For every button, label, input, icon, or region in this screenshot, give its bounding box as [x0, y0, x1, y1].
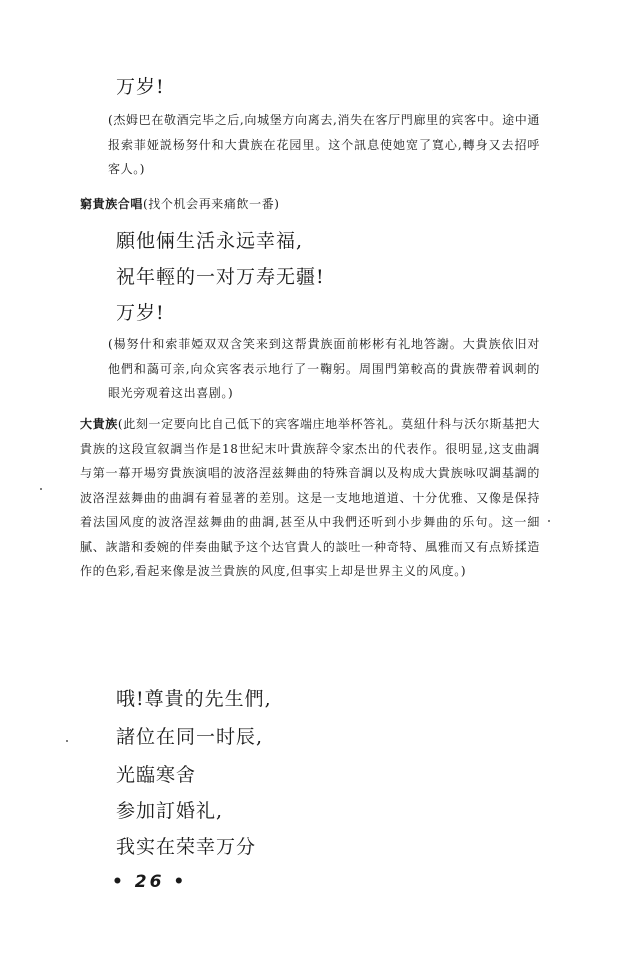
- page-number: • 26 •: [112, 872, 188, 892]
- noble-heading: [80, 412, 540, 584]
- lyric-line: 万岁!: [116, 76, 165, 98]
- stage-direction: (杰姆巴在敬酒完毕之后,向城堡方向离去,消失在客厅門廊里的宾客中。途中通报索菲娅説杨努什和大貴族在花园里。这个訊息使她宽了寬心,轉身又去招呼客人。): [108, 113, 540, 176]
- print-speck: [66, 740, 68, 742]
- lyric-line: 哦!尊貴的先生們,: [116, 688, 272, 710]
- lyric-line: 祝年輕的一对万寿无疆!: [116, 266, 325, 288]
- speaker-direction: (找个机会再来痛飲一番): [143, 197, 280, 211]
- lyric-line: 参加訂婚礼,: [116, 800, 224, 822]
- speaker-direction: (此刻一定要向比自己低下的宾客端庄地举杯答礼。莫紐什科与沃尔斯基把大貴族的这段宣叙調当作是18世紀末叶貴族辞令家杰出的代表作。很明显,这支曲調与第一幕开場穷貴族演唱的波洛涅兹舞曲的特殊音調以及构成大貴族咏叹調基調的波洛涅兹舞曲的曲調有着显著的差別。这是一支地地道道、十分优雅、又像是保持着法国风度的波洛涅兹舞曲的曲調,甚至从中我們还听到小步舞曲的乐句。这一細膩、詼諧和委婉的伴奏曲賦予这个达官貴人的談吐一种奇特、風雅而又有点矫揉造作的色彩,看起来像是波兰貴族的风度,但事实上却是世界主义的风度。): [80, 417, 540, 578]
- print-speck: [548, 520, 550, 522]
- lyric-line: 万岁!: [116, 302, 165, 324]
- stage-direction: (楊努什和索菲婭双双含笑来到这帮貴族面前彬彬有礼地答謝。大貴族依旧对他們和藹可亲,向众宾客表示地行了一鞠躬。周围門第較高的貴族帶着讽刺的眼光旁观着这出喜剧。): [108, 337, 540, 400]
- print-speck: [40, 488, 42, 490]
- lyric-line: 光臨寒舍: [116, 764, 197, 786]
- speaker-name: 大貴族: [80, 417, 118, 431]
- speaker-name: 窮貴族合唱: [80, 197, 144, 211]
- lyric-line: 願他倆生活永远幸福,: [116, 230, 304, 252]
- lyric-line: 我实在荣幸万分: [116, 836, 257, 858]
- lyric-line: 諸位在同一时辰,: [116, 726, 264, 748]
- chorus-heading: [80, 192, 540, 217]
